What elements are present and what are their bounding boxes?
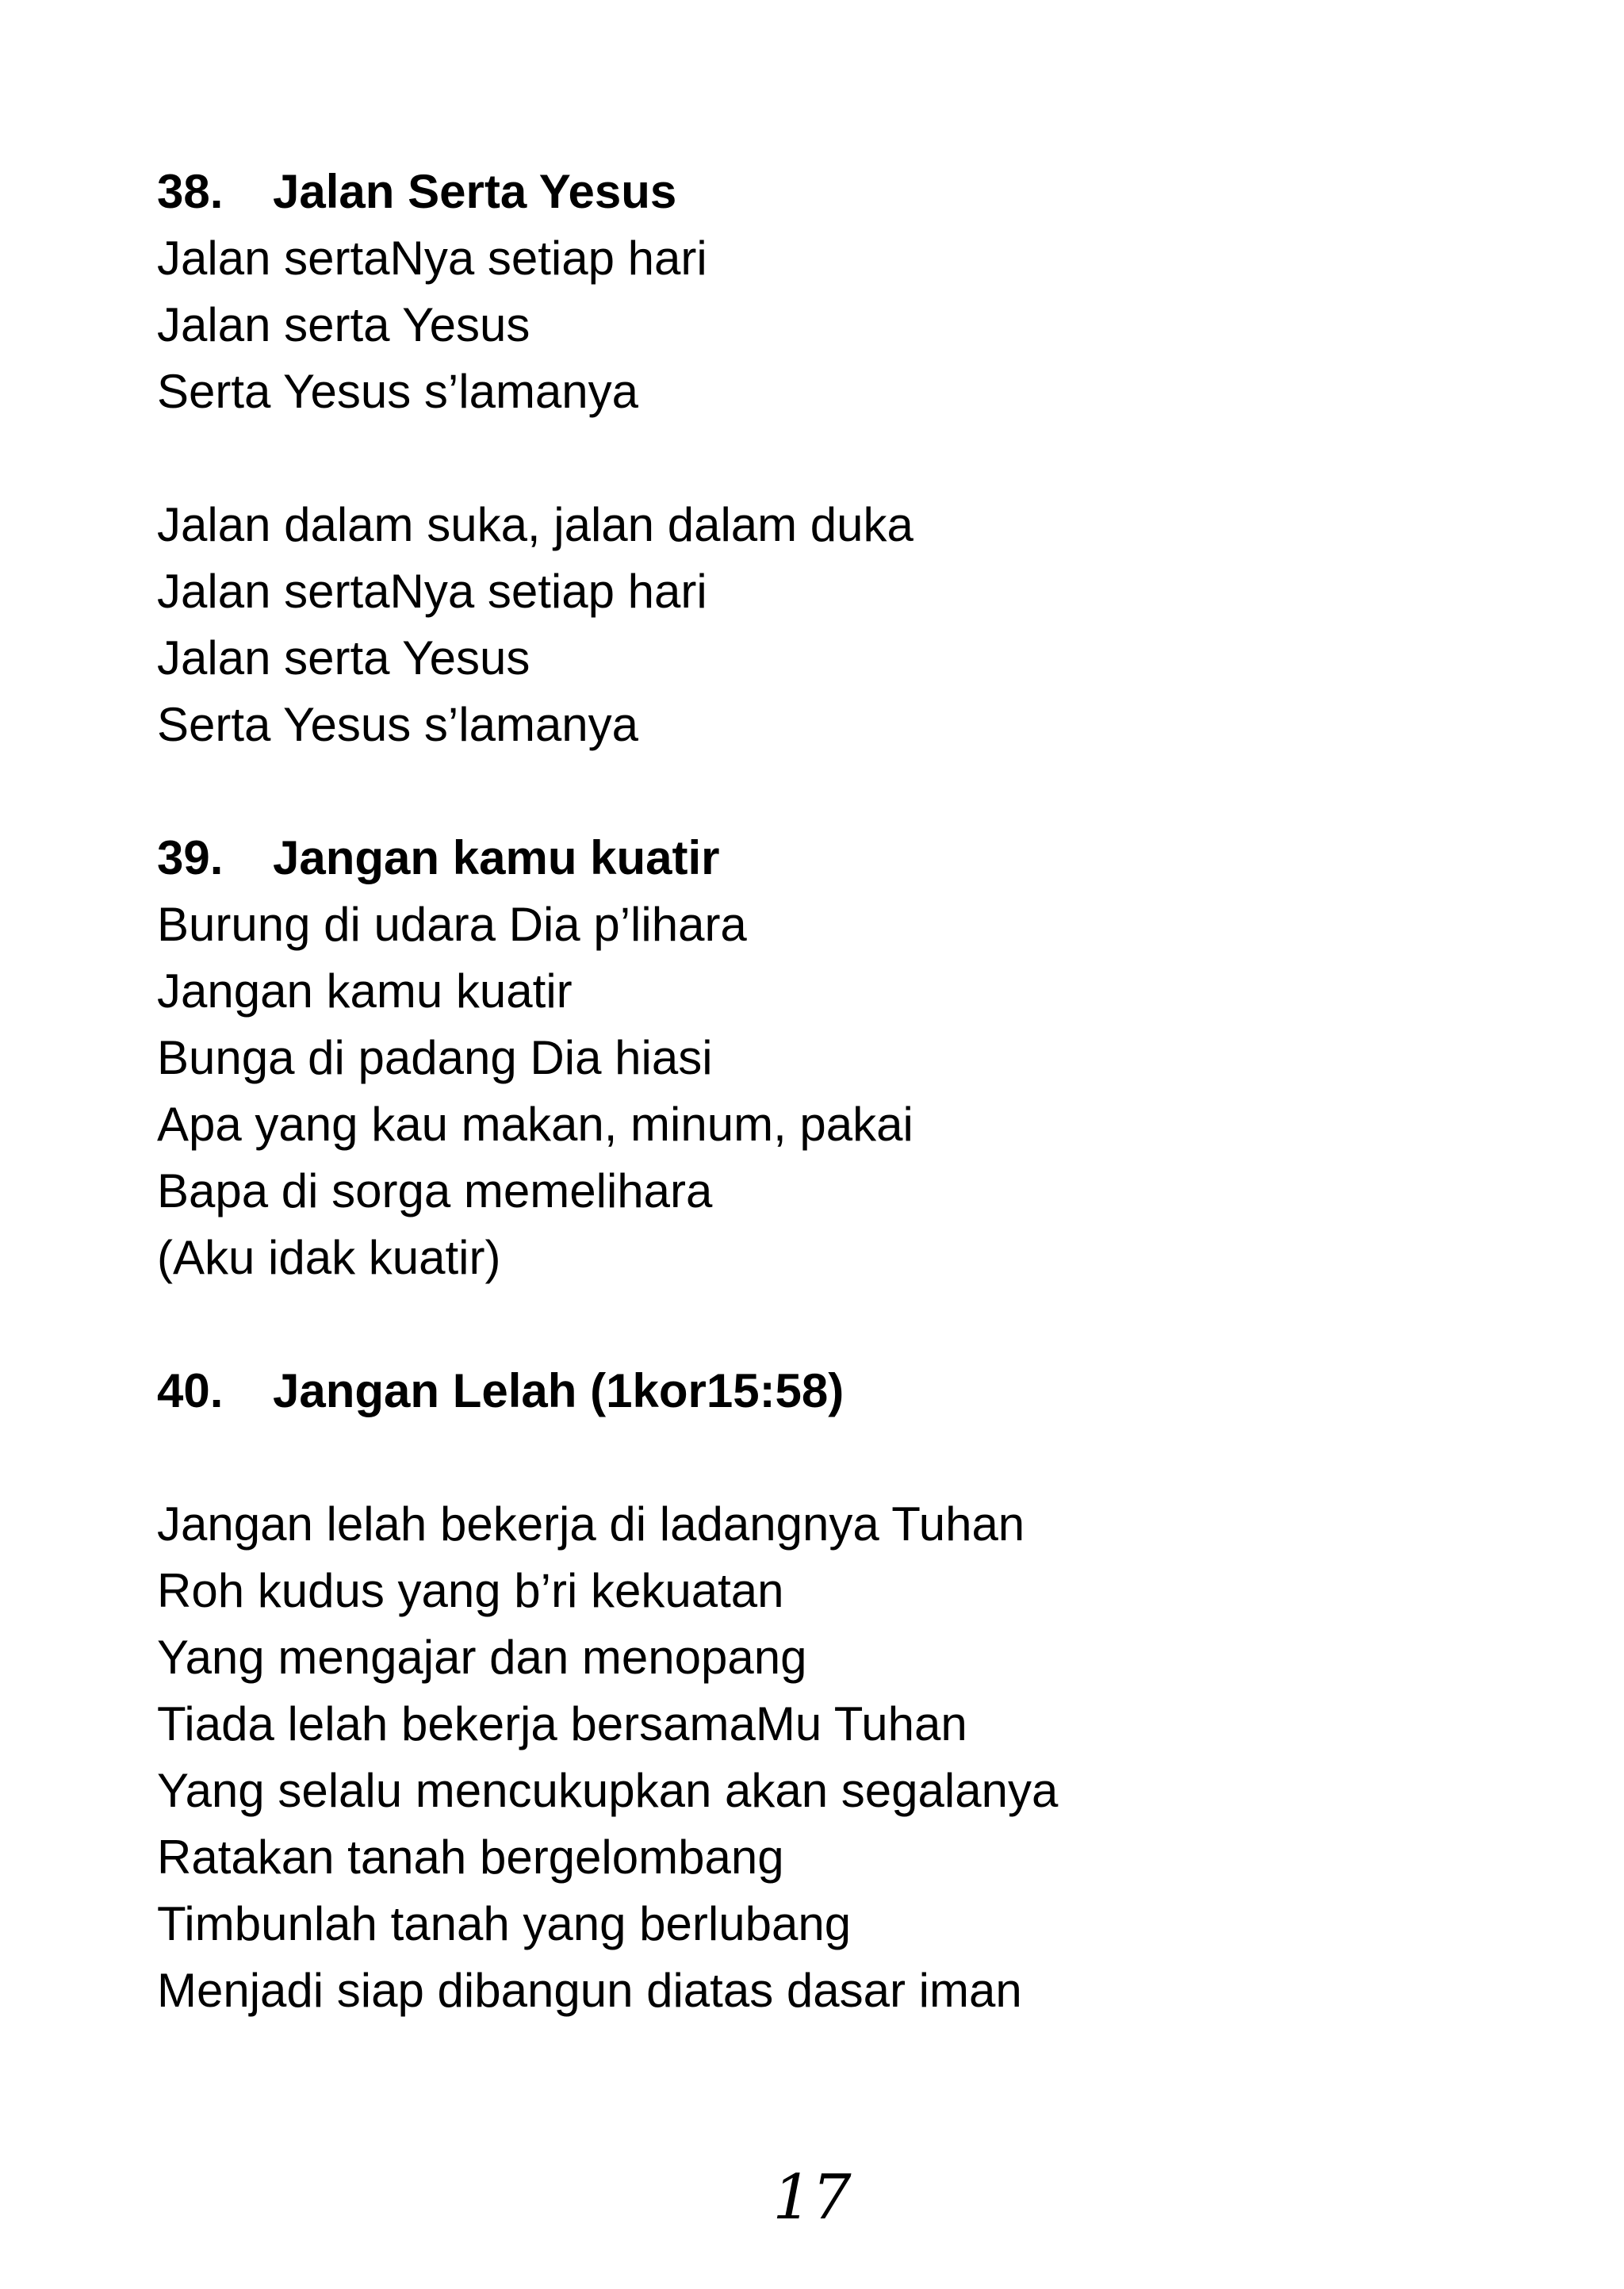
song-title — [157, 159, 1505, 225]
lyric-line: Bunga di padang Dia hiasi — [157, 1031, 713, 1084]
lyric-line: Apa yang kau makan, minum, pakai — [157, 1098, 914, 1151]
lyric-line: Burung di udara Dia p’lihara — [157, 898, 747, 951]
lyric-line: Menjadi siap dibangun diatas dasar iman — [157, 1964, 1022, 2017]
lyric-line: Timbunlah tanah yang berlubang — [157, 1897, 852, 1950]
lyric-line: Jalan serta Yesus — [157, 631, 530, 684]
lyric-line: Roh kudus yang b’ri kekuatan — [157, 1564, 784, 1617]
lyric-line: Yang mengajar dan menopang — [157, 1631, 807, 1684]
song-name: Jangan Lelah (1kor15:58) — [273, 1364, 845, 1417]
song-page — [157, 159, 1505, 2024]
lyric-line: Serta Yesus s’lamanya — [157, 365, 639, 418]
lyric-line: Jalan sertaNya setiap hari — [157, 565, 707, 618]
song-38 — [157, 159, 1505, 758]
lyric-line: Tiada lelah bekerja bersamaMu Tuhan — [157, 1697, 967, 1750]
lyric-line: Serta Yesus s’lamanya — [157, 698, 639, 751]
song-title — [157, 1358, 1505, 1424]
page-number: 17 — [772, 2162, 852, 2233]
stanza-gap — [157, 425, 1505, 492]
stanza-gap — [157, 1424, 1505, 1491]
song-number: 40. — [157, 1364, 224, 1417]
lyric-line: (Aku idak kuatir) — [157, 1231, 501, 1284]
lyric-line: Bapa di sorga memelihara — [157, 1164, 713, 1217]
song-number: 39. — [157, 831, 224, 884]
lyric-line: Ratakan tanah bergelombang — [157, 1831, 784, 1884]
lyric-line: Jalan sertaNya setiap hari — [157, 232, 707, 285]
song-title — [157, 825, 1505, 891]
song-name: Jangan kamu kuatir — [273, 831, 720, 884]
lyric-line: Yang selalu mencukupkan akan segalanya — [157, 1764, 1059, 1817]
lyric-line: Jangan lelah bekerja di ladangnya Tuhan — [157, 1497, 1025, 1551]
song-40 — [157, 1358, 1505, 2024]
lyric-line: Jalan dalam suka, jalan dalam duka — [157, 498, 914, 551]
song-name: Jalan Serta Yesus — [273, 165, 677, 218]
lyric-line: Jalan serta Yesus — [157, 298, 530, 351]
lyric-line: Jangan kamu kuatir — [157, 964, 573, 1018]
song-39 — [157, 825, 1505, 1291]
song-number: 38. — [157, 165, 224, 218]
